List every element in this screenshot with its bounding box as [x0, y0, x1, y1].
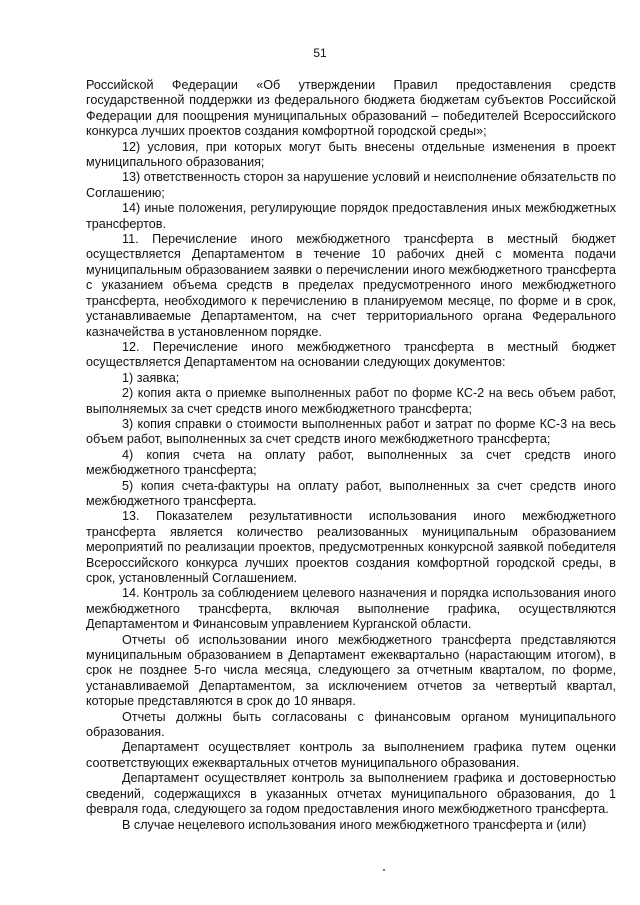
- body-paragraph: 13. Показателем результативности использования иного межбюджетного трансферта является количество реализованных муниципальным образованием мероприятий по реализации проектов, предусмотренных конкурсной заявкой победителя Всероссийского конкурса лучших проектов создания комфортной городской среды, в срок, установленный Соглашением.: [86, 509, 616, 585]
- body-paragraph: 3) копия справки о стоимости выполненных работ и затрат по форме КС-3 на весь объем работ, выполненных за счет средств иного межбюджетного трансферта;: [86, 416, 616, 447]
- page-number: 51: [313, 46, 327, 60]
- body-paragraph: 2) копия акта о приемке выполненных работ по форме КС-2 на весь объем работ, выполняемых за счет средств иного межбюджетного трансферта;: [86, 386, 616, 416]
- body-paragraph: 12. Перечисление иного межбюджетного трансферта в местный бюджет осуществляется Департаментом на основании следующих документов:: [86, 339, 616, 370]
- body-paragraph: В случае нецелевого использования иного межбюджетного трансферта и (или): [122, 817, 587, 832]
- body-paragraph: Департамент осуществляет контроль за выполнением графика путем оценки соответствующих ежеквартальных отчетов муниципального образования.: [86, 740, 616, 770]
- body-paragraph: 13) ответственность сторон за нарушение условий и неисполнение обязательств по Соглашению;: [86, 170, 616, 200]
- body-paragraph: 5) копия счета-фактуры на оплату работ, выполненных за счет средств иного межбюджетного трансферта.: [86, 478, 616, 508]
- body-paragraph: 14) иные положения, регулирующие порядок предоставления иных межбюджетных трансфертов.: [86, 201, 616, 231]
- body-paragraph: Отчеты должны быть согласованы с финансовым органом муниципального образования.: [86, 709, 616, 740]
- body-paragraph: Российской Федерации «Об утверждении Правил предоставления средств государственной поддержки из федерального бюджета бюджетам субъектов Российской Федерации для поощрения муниципальных образований – победителей Всероссийского конкурса лучших проектов создания комфортной городской среды»;: [86, 78, 616, 139]
- body-paragraph: 11. Перечисление иного межбюджетного трансферта в местный бюджет осуществляется Департаментом в течение 10 рабочих дней с момента подачи муниципальным образованием заявки о перечислении иного межбюджетного трансферта с указанием объема средств в пределах предусмотренного иного межбюджетного трансферта, необходимого к перечислению в планируемом месяце, по форме и в срок, устанавливаемые Департаментом, на счет территориального органа Федерального казначейства в установленном порядке.: [86, 232, 616, 339]
- body-paragraph: Отчеты об использовании иного межбюджетного трансферта представляются муниципальным образованием в Департамент ежеквартально (нарастающим итогом), в срок не позднее 5-го числа месяца, следующего за отчетным кварталом, по форме, устанавливаемой Департаментом, за исключением отчетов за четвертый квартал, которые представляются в срок до 10 января.: [86, 632, 616, 709]
- document-body: [86, 78, 616, 833]
- body-paragraph: 1) заявка;: [122, 370, 180, 385]
- body-paragraph: 4) копия счета на оплату работ, выполненных за счет средств иного межбюджетного трансферта;: [86, 447, 616, 478]
- scan-speck: [383, 869, 385, 871]
- body-paragraph: 14. Контроль за соблюдением целевого назначения и порядка использования иного межбюджетного трансферта, включая выполнение графика, осуществляются Департаментом и Финансовым управлением Курганской области.: [86, 586, 616, 632]
- body-paragraph: 12) условия, при которых могут быть внесены отдельные изменения в проект муниципального образования;: [86, 139, 616, 170]
- body-paragraph: Департамент осуществляет контроль за выполнением графика и достоверностью сведений, содержащихся в указанных отчетах муниципального образования, до 1 февраля года, следующего за годом предоставления иного межбюджетного трансферта.: [86, 771, 616, 817]
